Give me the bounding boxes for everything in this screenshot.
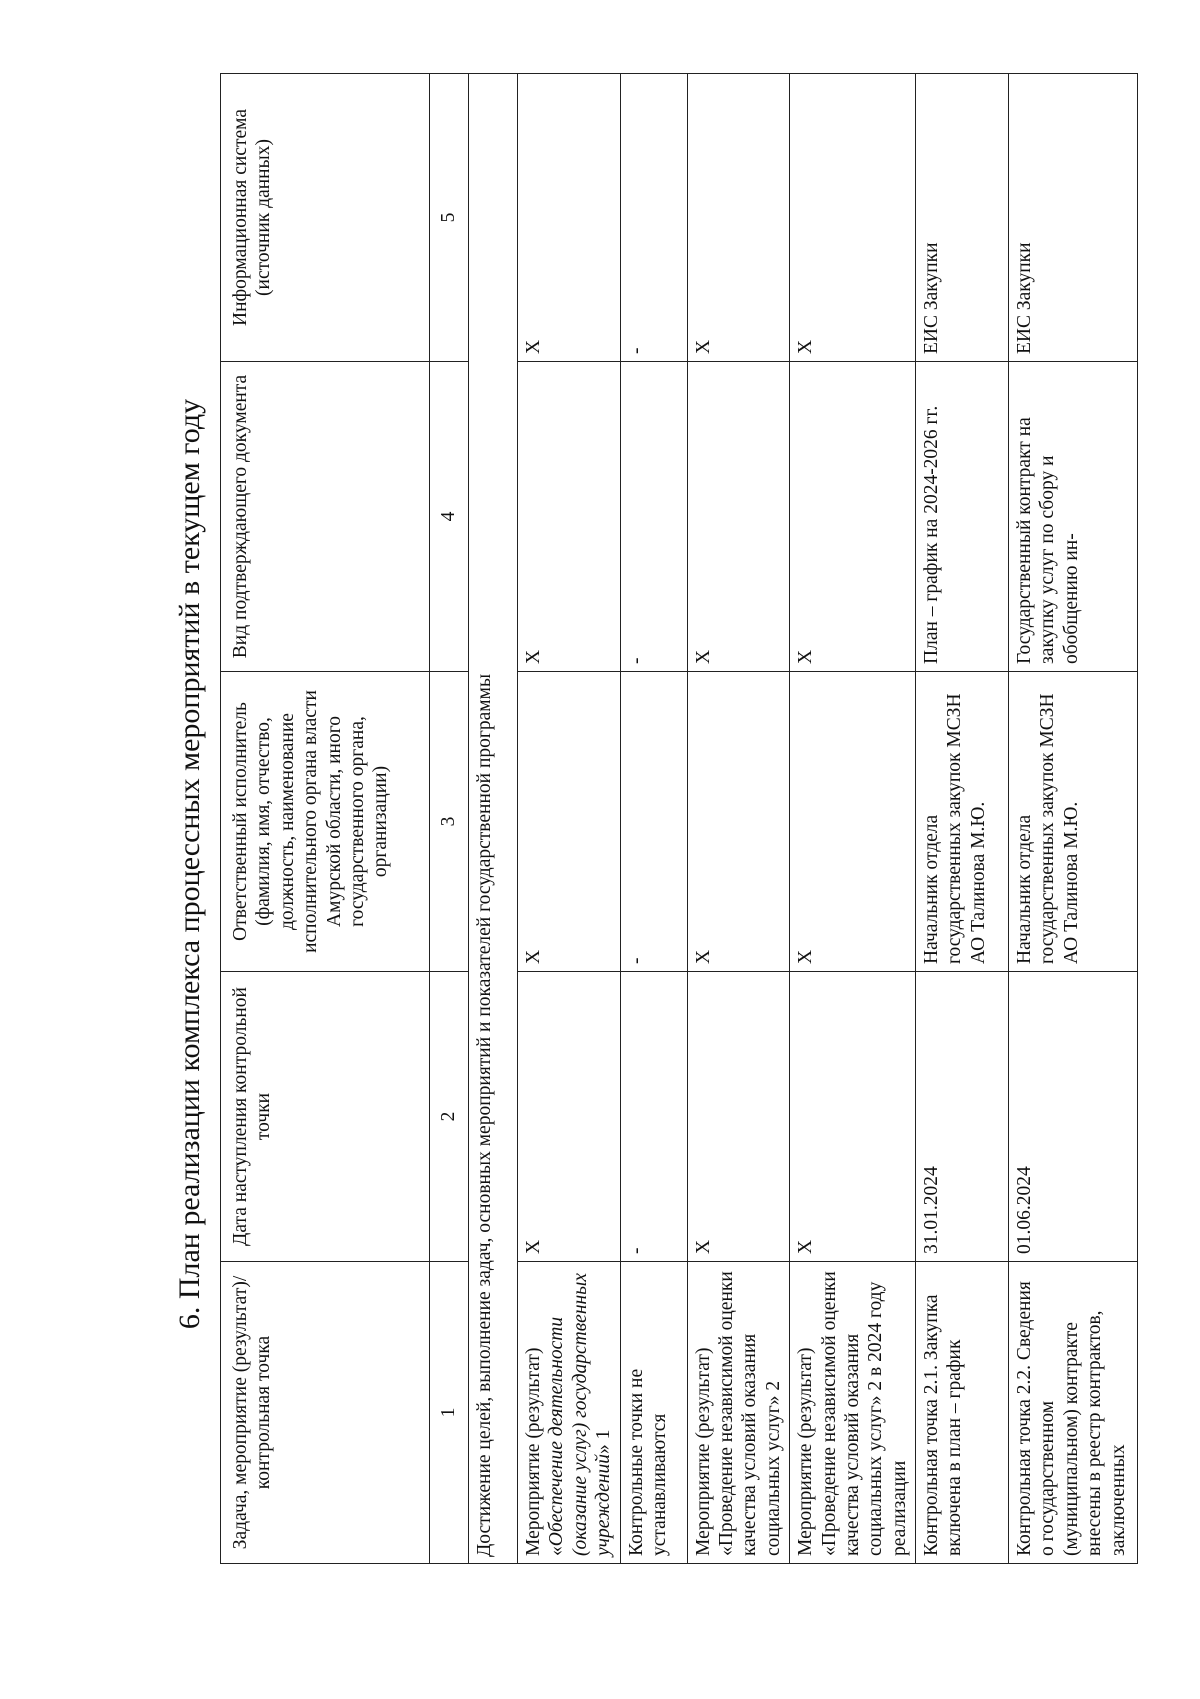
cell-date: X: [518, 972, 621, 1262]
cell-date: 01.06.2024: [1009, 972, 1138, 1262]
column-number-row: [430, 74, 469, 1564]
cell-document: -: [620, 362, 687, 672]
col-header-document: Вид подтверждающего документа: [221, 362, 430, 672]
col-header-task: Задача, мероприятие (результат)/контрольная точка: [221, 1262, 430, 1564]
column-number: 4: [430, 362, 469, 672]
table-row: [916, 74, 1009, 1564]
section-title: Достижение целей, выполнение задач, основных мероприятий и показателей государственной программы: [469, 74, 518, 1564]
cell-task: Мероприятие (результат) «Проведение независимой оценки качества условий оказания социальных услуг» 2: [687, 1262, 790, 1564]
cell-document: Государственный контракт на закупку услуг по сбору и обобщению ин-: [1009, 362, 1138, 672]
cell-document: X: [687, 362, 790, 672]
table-row: [1009, 74, 1138, 1564]
document-title: 6. План реализации комплекса процессных мероприятий в текущем году: [173, 398, 206, 1330]
task-text-suffix: » 1: [593, 1429, 615, 1455]
cell-executor: X: [790, 672, 916, 972]
column-number: 5: [430, 74, 469, 362]
task-text-italic: Обеспечение деятельности (оказание услуг) государственных учреждений: [546, 1272, 615, 1556]
cell-executor: X: [687, 672, 790, 972]
cell-task: Контрольная точка 2.2. Сведения о государственном (муниципальном) контракте внесены в реестр контрактов, заключенных: [1009, 1262, 1138, 1564]
header-row: [221, 74, 430, 1564]
column-number: 2: [430, 972, 469, 1262]
col-header-executor: Ответственный исполнитель (фамилия, имя, отчество, должность, наименование исполнительного органа власти Амурской области, иного государственного органа, организации): [221, 672, 430, 972]
cell-document: X: [790, 362, 916, 672]
table-row: [518, 74, 621, 1564]
cell-task: Контрольные точки не устанавливаются: [620, 1262, 687, 1564]
cell-info-system: X: [790, 74, 916, 362]
section-row: [469, 74, 518, 1564]
cell-task: Мероприятие (результат) «Проведение независимой оценки качества условий оказания социальных услуг» 2 в 2024 году реализации: [790, 1262, 916, 1564]
table-row: [620, 74, 687, 1564]
cell-executor: Начальник отдела государственных закупок МСЗН АО Талинова М.Ю.: [1009, 672, 1138, 972]
task-text: Мероприятие (результат) «: [523, 1347, 568, 1556]
column-number: 1: [430, 1262, 469, 1564]
cell-date: -: [620, 972, 687, 1262]
table-row: [790, 74, 916, 1564]
rotated-page: [170, 74, 1170, 1654]
col-header-date: Дата наступления контрольной точки: [221, 972, 430, 1262]
cell-document: X: [518, 362, 621, 672]
cell-date: X: [790, 972, 916, 1262]
cell-info-system: ЕИС Закупки: [916, 74, 1009, 362]
col-header-info-system: Информационная система (источник данных): [221, 74, 430, 362]
cell-date: 31.01.2024: [916, 972, 1009, 1262]
cell-date: X: [687, 972, 790, 1262]
cell-document: План – график на 2024-2026 гг.: [916, 362, 1009, 672]
cell-task: [518, 1262, 621, 1564]
cell-task: Контрольная точка 2.1. Закупка включена в план – график: [916, 1262, 1009, 1564]
cell-info-system: X: [687, 74, 790, 362]
cell-info-system: ЕИС Закупки: [1009, 74, 1138, 362]
column-number: 3: [430, 672, 469, 972]
cell-executor: -: [620, 672, 687, 972]
cell-executor: Начальник отдела государственных закупок МСЗН АО Талинова М.Ю.: [916, 672, 1009, 972]
plan-table: [220, 73, 1138, 1564]
table-row: [687, 74, 790, 1564]
cell-info-system: X: [518, 74, 621, 362]
cell-executor: X: [518, 672, 621, 972]
cell-info-system: -: [620, 74, 687, 362]
